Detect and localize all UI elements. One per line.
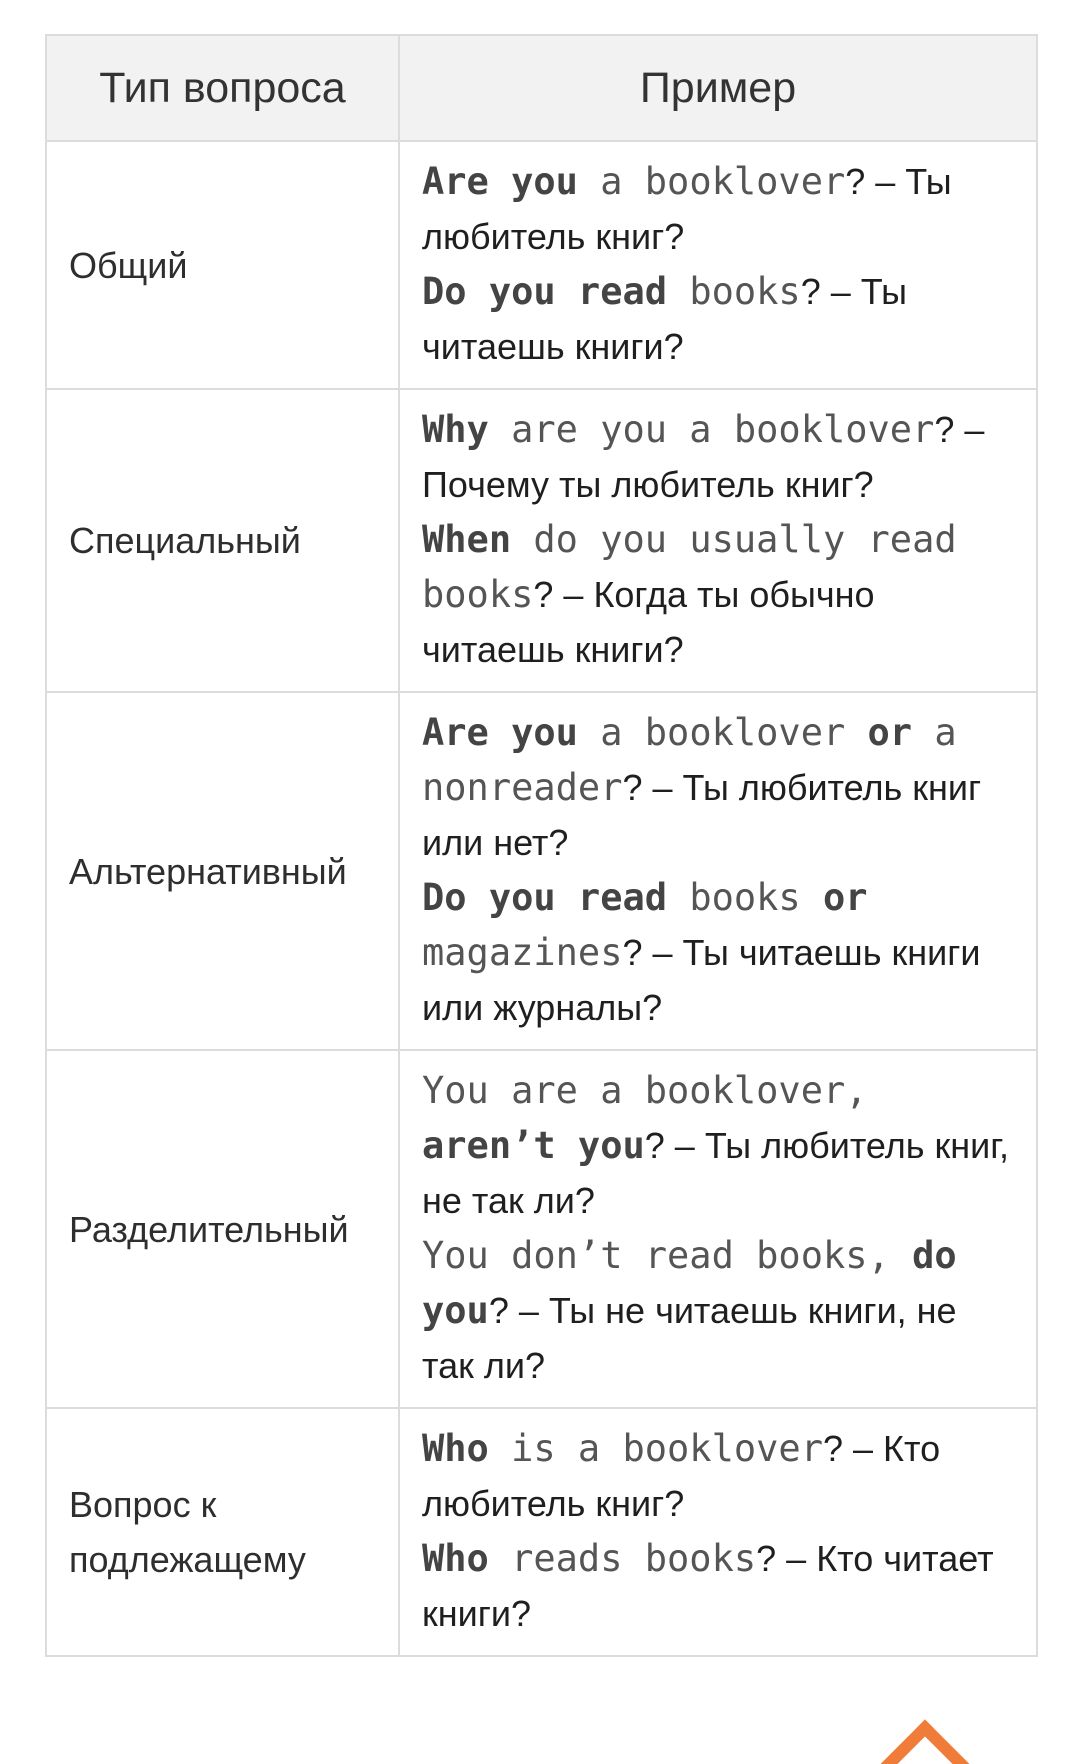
question-types-table-container [45, 34, 1036, 1657]
example-sentence [422, 1531, 1014, 1641]
example-sentence [422, 870, 1014, 1035]
russian-translation: ? – Ты не читаешь книги, не так ли? [422, 1290, 957, 1386]
russian-translation: ? – Ты любитель книг или нет? [422, 767, 982, 863]
plain-words: You are a booklover, [422, 1069, 890, 1112]
example-cell [399, 692, 1037, 1050]
question-type-cell: Альтернативный [46, 692, 399, 1050]
highlighted-words: Do you read [422, 270, 668, 313]
highlighted-words: or [867, 711, 913, 754]
question-type-cell: Специальный [46, 389, 399, 692]
highlighted-words: Do you read [422, 876, 668, 919]
table-row [46, 692, 1037, 1050]
table-header-row [46, 35, 1037, 141]
example-sentence [422, 154, 1014, 264]
plain-words: magazines [422, 876, 890, 974]
example-sentence [422, 1421, 1014, 1531]
plain-words: a booklover [577, 160, 846, 203]
highlighted-words: Are you [422, 711, 578, 754]
highlighted-words: Are you [422, 160, 578, 203]
russian-translation: ? – Ты читаешь книги или журналы? [422, 932, 981, 1028]
question-type-cell: Вопрос к подлежащему [46, 1408, 399, 1656]
russian-translation: ? – Кто читает книги? [422, 1538, 994, 1634]
russian-translation: ? – Когда ты обычно читаешь книги? [422, 574, 875, 670]
plain-words: a nonreader [422, 711, 979, 809]
highlighted-words: Why [422, 408, 489, 451]
plain-words: a booklover [577, 711, 868, 754]
example-sentence [422, 512, 1014, 677]
header-question-type: Тип вопроса [46, 35, 399, 141]
highlighted-words: aren’t you [422, 1124, 645, 1167]
question-types-table [45, 34, 1038, 1657]
example-sentence [422, 264, 1014, 374]
english-example [422, 1427, 823, 1470]
question-type-cell: Общий [46, 141, 399, 389]
scroll-to-top-button[interactable] [872, 1712, 982, 1764]
highlighted-words: do you [422, 1234, 979, 1332]
table-row [46, 141, 1037, 389]
example-sentence [422, 1228, 1014, 1393]
table-row [46, 389, 1037, 692]
highlighted-words: Who [422, 1537, 489, 1580]
russian-translation: ? – Почему ты любитель книг? [422, 409, 985, 505]
plain-words: books [667, 876, 823, 919]
english-example [422, 160, 845, 203]
plain-words: are you a booklover [488, 408, 935, 451]
highlighted-words: or [822, 876, 868, 919]
plain-words: do you usually read books [422, 518, 979, 616]
header-example: Пример [399, 35, 1037, 141]
example-sentence [422, 705, 1014, 870]
example-cell [399, 1050, 1037, 1408]
english-example [422, 1537, 756, 1580]
plain-words: reads books [488, 1537, 757, 1580]
example-cell [399, 389, 1037, 692]
chevron-up-icon [876, 1720, 975, 1764]
plain-words: You don’t read books, [422, 1234, 913, 1277]
example-cell [399, 1408, 1037, 1656]
example-sentence [422, 1063, 1014, 1228]
highlighted-words: Who [422, 1427, 489, 1470]
highlighted-words: When [422, 518, 512, 561]
english-example [422, 270, 801, 313]
russian-translation: ? – Ты любитель книг, не так ли? [422, 1125, 1009, 1221]
plain-words: books [667, 270, 801, 313]
english-example [422, 408, 934, 451]
plain-words: is a booklover [488, 1427, 823, 1470]
russian-translation: ? – Ты читаешь книги? [422, 271, 908, 367]
table-body [46, 141, 1037, 1656]
question-type-cell: Разделительный [46, 1050, 399, 1408]
example-cell [399, 141, 1037, 389]
table-row [46, 1050, 1037, 1408]
table-row [46, 1408, 1037, 1656]
example-sentence [422, 402, 1014, 512]
russian-translation: ? – Ты любитель книг? [422, 161, 952, 257]
russian-translation: ? – Кто любитель книг? [422, 1428, 941, 1524]
